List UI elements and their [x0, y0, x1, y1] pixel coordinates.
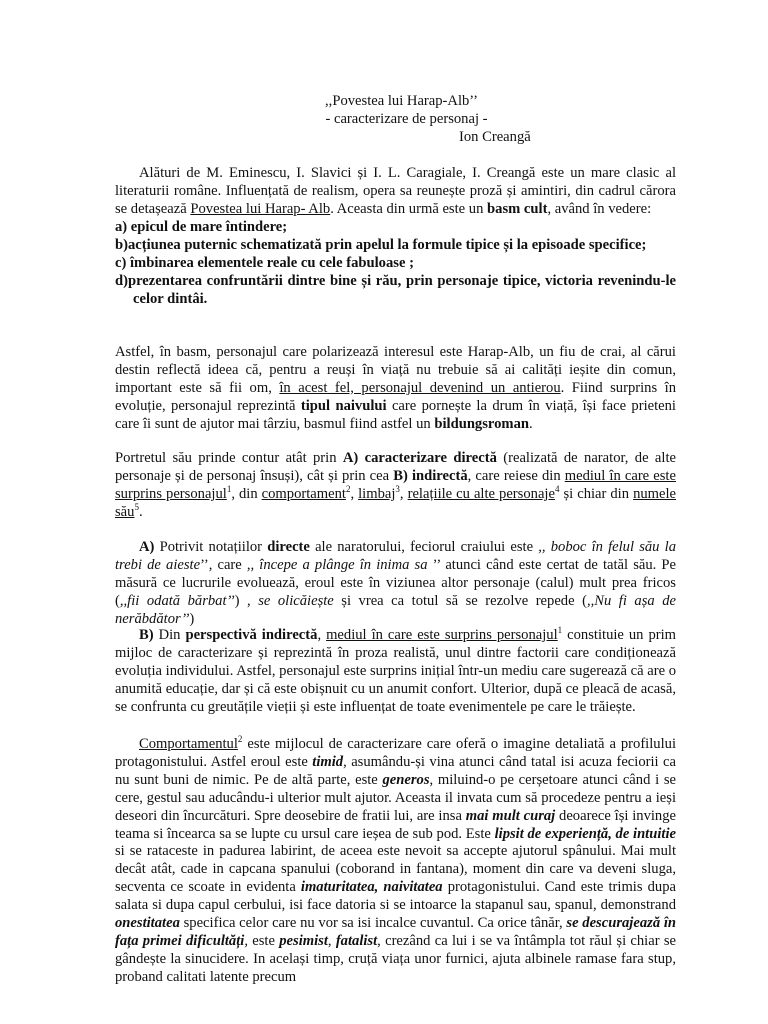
list-item: b)acțiunea puternic schematizată prin apelul la formule tipice și la episoade specifice;	[115, 236, 647, 253]
section-b: B) Din perspectivă indirectă, mediul în care este surprins personajul$^1$ constituie un prim mijloc de caracterizare și reprezintă în proza realistă, unul dintre factorii care condiționează evoluția individului. Astfel, personajul este surprins inițial într-un mediu care sugerează că are o anumită educație, dar și că este obișnuit cu un anumit confort. Ulterior, după ce pleacă de acasă, se confrunta cu greutățile vieții și este influențat de toate evenimentele pe care le trăiește.	[115, 625, 677, 715]
paragraph-comportament: Comportamentul$^2$ este mijlocul de caracterizare care oferă o imagine detaliată a profilului protagonistului. Astfel eroul este timid, asumându-și vina atunci când tatal isi acuza feciorii ca nu sunt buni de nimic. Pe de altă parte, este generos, miluind-o pe cerșetoare atunci când i se cere, gestul sau aducându-i ulterior mult ajutor. Aceasta il invata cum să procedeze pentru a ieși deseori din încurcături. Spre deosebire de fratii lui, are insa mai mult curaj deoarece își invinge teama si încearca sa se lupte cu ursul care ieșea de sub pod. Este lipsit de experiență, de intuitie si se rataceste in padurea labirint, de aceea este nevoit sa accepte ajutorul spânului. Mai mult decât atât, cade in capcana spanului (coborand in fantana), moment din care va deveni sluga, secventa ce scoate in evidenta imaturitatea, naivitatea protagonistului. Cand este trimis dupa salata si dupa capul cerbului, isi face datoria si se intoarce la stapanul sau, spanul, demonstrand onestitatea specifica celor care nu vor sa isi incalce cuvantul. Ca orice tânăr, se descurajează în fața primei dificultăți, este pesimist, fatalist, crezând ca lui i se va întâmpla tot răul și chiar se gândește la sinucidere. In același timp, cruță viața unor furnici, ajuta albinele ramase fara stup, proband calitati latente precum	[115, 734, 677, 985]
section-label: A)	[139, 539, 155, 555]
paragraph-harap-alb: Astfel, în basm, personajul care polarizează interesul este Harap-Alb, un fiu de crai, al cărui destin reflectă ideea că, pentru a reuși în viață nu trebuie să ai calități ieșite din comun, important este să fii om, în acest fel, personajul devenind un antierou. Fiind surprins în evoluție, personajul reprezintă tipul naivului care pornește la drum în viață, își face prieteni care îi sunt de ajutor mai târziu, basmul fiind astfel un bildungsroman.	[115, 344, 676, 432]
list-item: d)prezentarea confruntării dintre bine și rău, prin personaje tipice, victoria revenindu-le celor dintâi.	[115, 272, 676, 307]
paragraph-portret: Portretul său prinde contur atât prin A) caracterizare directă (realizată de narator, de alte personaje și de personaj însuși), cât și prin cea B) indirectă, care reiese din mediul în care este surprins personajul$^1$, din comportament$^2$, limbaj$^3$, relațiile cu alte personaje$^4$ și chiar din numele său$^5$.	[115, 450, 677, 520]
list-item: a) epicul de mare întindere;	[115, 219, 288, 235]
list-item: c) îmbinarea elementele reale cu cele fabuloase ;	[115, 254, 414, 271]
document-subtitle: - caracterizare de personaj -	[325, 111, 488, 127]
work-title: Povestea lui Harap- Alb	[190, 200, 331, 217]
document-title: ,,Povestea lui Harap-Alb’’	[325, 93, 478, 109]
features-list	[115, 219, 676, 309]
basm-cult-term: basm cult	[487, 200, 548, 217]
section-label: B)	[139, 627, 154, 643]
intro-paragraph: Alături de M. Eminescu, I. Slavici și I. L. Caragiale, I. Creangă este un mare clasic al literaturii române. Influențată de realism, opera sa reunește proză și amintiri, din cadrul cărora se detașează Povestea lui Harap- Alb. Aceasta din urmă este un basm cult, având în vedere:	[115, 165, 676, 217]
author-name: Ion Creangă	[459, 129, 531, 145]
section-a: A) Potrivit notațiilor directe ale naratorului, feciorul craiului este ,, boboc în felul său la trebi de aieste’’, care ,, începe a plânge în inima sa ’’ atunci când este certat de tatăl său. Pe măsură ce lucrurile evoluează, eroul este în viziunea altor personaje (calul) mult prea fricos (,,fii odată bărbat’’) , se olicăiește și vrea ca totul să se rezolve repede (,,Nu fi așa de nerăbdător’’)	[115, 539, 677, 627]
